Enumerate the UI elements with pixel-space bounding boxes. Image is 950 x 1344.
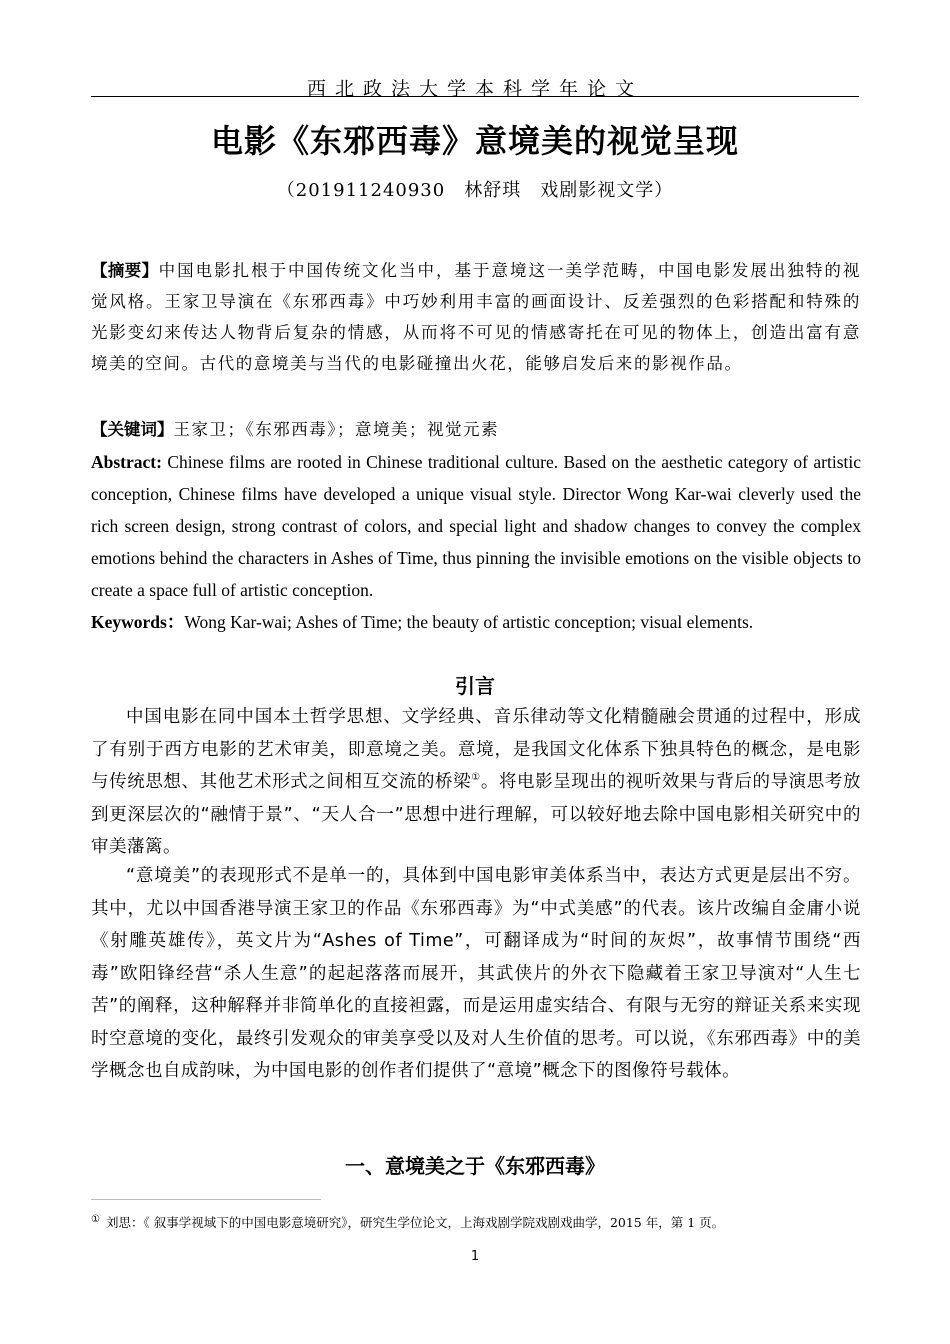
english-keywords (91, 606, 861, 638)
running-header: 西北政法大学本科学年论文 (306, 78, 643, 100)
english-abstract (91, 446, 861, 606)
chinese-abstract-text: 中国电影扎根于中国传统文化当中，基于意境这一美学范畴，中国电影发展出独特的视觉风格。王家卫导演在《东邪西毒》中巧妙利用丰富的画面设计、反差强烈的色彩搭配和特殊的光影变幻来传达人物背后复杂的情感，从而将不可见的情感寄托在可见的物体上，创造出富有意境美的空间。古代的意境美与当代的电影碰撞出火花，能够启发后来的影视作品。 (91, 261, 862, 373)
english-keywords-text: Wong Kar-wai; Ashes of Time; the beauty of artistic conception; visual elements. (184, 612, 754, 632)
page-number: 1 (470, 1249, 480, 1264)
intro-paragraph-1-text-b: 。将电影呈现出的视听效果与背后的导演思考放到更深层次的“融情于景”、“天人合一”思想中进行理解，可以较好地去除中国电影相关研究中的审美藩篱。 (91, 772, 862, 857)
footnote-reference[interactable]: ① (471, 772, 481, 784)
intro-paragraph-2: “意境美”的表现形式不是单一的，具体到中国电影审美体系当中，表达方式更是层出不穷。其中，尤以中国香港导演王家卫的作品《东邪西毒》为“中式美感”的代表。该片改编自金庸小说《射雕英雄传》，英文片为“Ashes of Time”，可翻译成为“时间的灰烬”，故事情节围绕“西毒”欧阳锋经营“杀人生意”的起起落落而展开，其武侠片的外衣下隐藏着王家卫导演对“人生七苦”的阐释，这种解释并非简单化的直接袒露，而是运用虚实结合、有限与无穷的辩证关系来实现时空意境的变化，最终引发观众的审美享受以及对人生价值的思考。可以说，《东邪西毒》中的美学概念也自成韵味，为中国电影的创作者们提供了“意境”概念下的图像符号载体。 (91, 866, 861, 1081)
chinese-abstract (91, 255, 861, 379)
header-rule (91, 96, 859, 97)
chinese-keywords-text: 王家卫；《东邪西毒》；意境美；视觉元素 (173, 420, 499, 439)
footnote-text: 刘思：《 叙事学视域下的中国电影意境研究》，研究生学位论文，上海戏剧学院戏剧戏曲学，2015 年，第 1 页。 (105, 1215, 725, 1231)
intro-paragraph-1 (91, 701, 861, 864)
section-one-heading: 一、意境美之于《东邪西毒》 (345, 1154, 605, 1178)
chinese-keywords-label: 【关键词】 (91, 420, 174, 439)
english-abstract-label: Abstract: (91, 452, 162, 472)
english-abstract-text: Chinese films are rooted in Chinese traditional culture. Based on the aesthetic category of artistic conception, Chinese films have developed a unique visual style. Director Wong Kar-wai cleverly used the rich screen design, strong contrast of colors, and special light and shadow changes to convey the complex emotions behind the characters in Ashes of Time, thus pinning the invisible emotions on the visible objects to create a space full of artistic conception. (91, 452, 861, 600)
author-line: （201911240930 林舒琪 戏剧影视文学） (276, 180, 674, 201)
intro-paragraph-1-text-a: 中国电影在同中国本土哲学思想、文学经典、音乐律动等文化精髓融会贯通的过程中，形成了有别于西方电影的艺术审美，即意境之美。意境，是我国文化体系下独具特色的概念，是电影与传统思想、其他艺术形式之间相互交流的桥梁 (91, 707, 861, 792)
footnote-rule (91, 1199, 321, 1200)
intro-heading: 引言 (455, 674, 495, 698)
chinese-abstract-label: 【摘要】 (91, 261, 159, 280)
english-keywords-label: Keywords： (91, 612, 185, 632)
paper-title: 电影《东邪西毒》意境美的视觉呈现 (210, 122, 739, 160)
footnote-mark: ① (91, 1214, 100, 1225)
chinese-keywords (91, 414, 861, 445)
footnote (91, 1210, 861, 1233)
